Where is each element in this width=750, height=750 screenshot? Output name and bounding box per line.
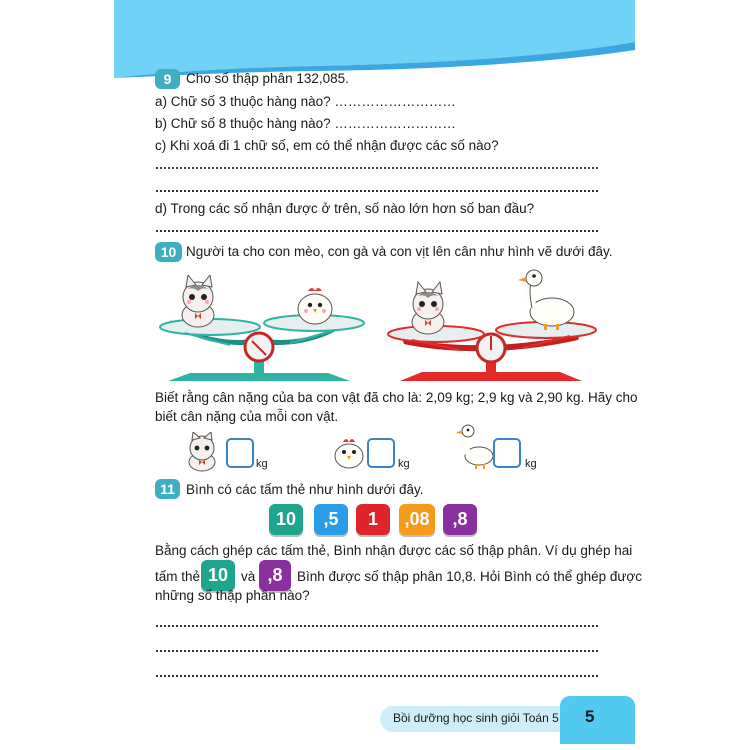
question-9-part-a: a) Chữ số 3 thuộc hàng nào? ……………………… [155, 94, 456, 109]
chicken-weight-answer-box[interactable] [367, 438, 395, 468]
question-11-line-2-end: Bình được số thập phân 10,8. Hỏi Bình có thể ghép được [297, 569, 643, 584]
cat-icon [412, 282, 444, 334]
question-9-part-b: b) Chữ số 8 thuộc hàng nào? ……………………… [155, 116, 456, 131]
question-11-stem: Bình có các tấm thẻ như hình dưới đây. [186, 482, 424, 497]
chicken-icon [298, 288, 332, 324]
answer-line [156, 230, 598, 232]
question-10-text-line-1: Biết rằng cân nặng của ba con vật đã cho là: 2,09 kg; 2,9 kg và 2,90 kg. Hãy cho [155, 390, 638, 405]
answer-line [156, 625, 598, 627]
question-11-line-1: Bằng cách ghép các tấm thẻ, Bình nhận được các số thập phân. Ví dụ ghép hai [155, 543, 633, 558]
answer-line [156, 167, 598, 169]
question-number-10: 10 [155, 242, 182, 262]
book-title: Bồi dưỡng học sinh giỏi Toán 5 [393, 711, 559, 725]
question-number-9: 9 [155, 69, 180, 89]
question-9-part-d: d) Trong các số nhận được ở trên, số nào lớn hơn số ban đầu? [155, 201, 535, 216]
duck-icon [518, 270, 574, 330]
question-10-stem: Người ta cho con mèo, con gà và con vịt lên cân như hình vẽ dưới đây. [186, 244, 613, 259]
number-card-10: 10 [269, 504, 303, 535]
answer-line [156, 650, 598, 652]
page-number-tab [560, 696, 635, 744]
page-number: 5 [585, 707, 595, 726]
duck-icon [455, 424, 495, 470]
chicken-icon [330, 432, 368, 470]
question-9-part-c: c) Khi xoá đi 1 chữ số, em có thể nhận được các số nào? [155, 138, 499, 153]
number-card-1: 1 [356, 504, 390, 535]
header-wave-banner [114, 0, 635, 78]
question-number-11: 11 [155, 479, 180, 499]
number-card-comma-5: ,5 [314, 504, 348, 535]
question-9-stem: Cho số thập phân 132,085. [186, 71, 349, 86]
unit-kg: kg [398, 458, 410, 470]
answer-line [156, 675, 598, 677]
unit-kg: kg [525, 458, 537, 470]
example-card-comma-8: ,8 [259, 560, 291, 591]
question-11-line-2-and: và [241, 569, 256, 584]
unit-kg: kg [256, 458, 268, 470]
number-card-comma-08: ,08 [399, 504, 435, 535]
number-card-comma-8: ,8 [443, 504, 477, 535]
cat-icon [182, 275, 214, 327]
example-card-10: 10 [201, 560, 235, 591]
question-11-line-3: những số thập phân nào? [155, 588, 310, 603]
balance-scale-cat-chicken [150, 275, 368, 385]
answer-line [156, 190, 598, 192]
balance-scale-cat-duck [382, 268, 600, 385]
duck-weight-answer-box[interactable] [493, 438, 521, 468]
question-10-text-line-2: biết cân nặng của mỗi con vật. [155, 409, 339, 424]
question-11-line-2-start: tấm thẻ [155, 569, 201, 584]
cat-weight-answer-box[interactable] [226, 438, 254, 468]
cat-icon [180, 432, 224, 472]
